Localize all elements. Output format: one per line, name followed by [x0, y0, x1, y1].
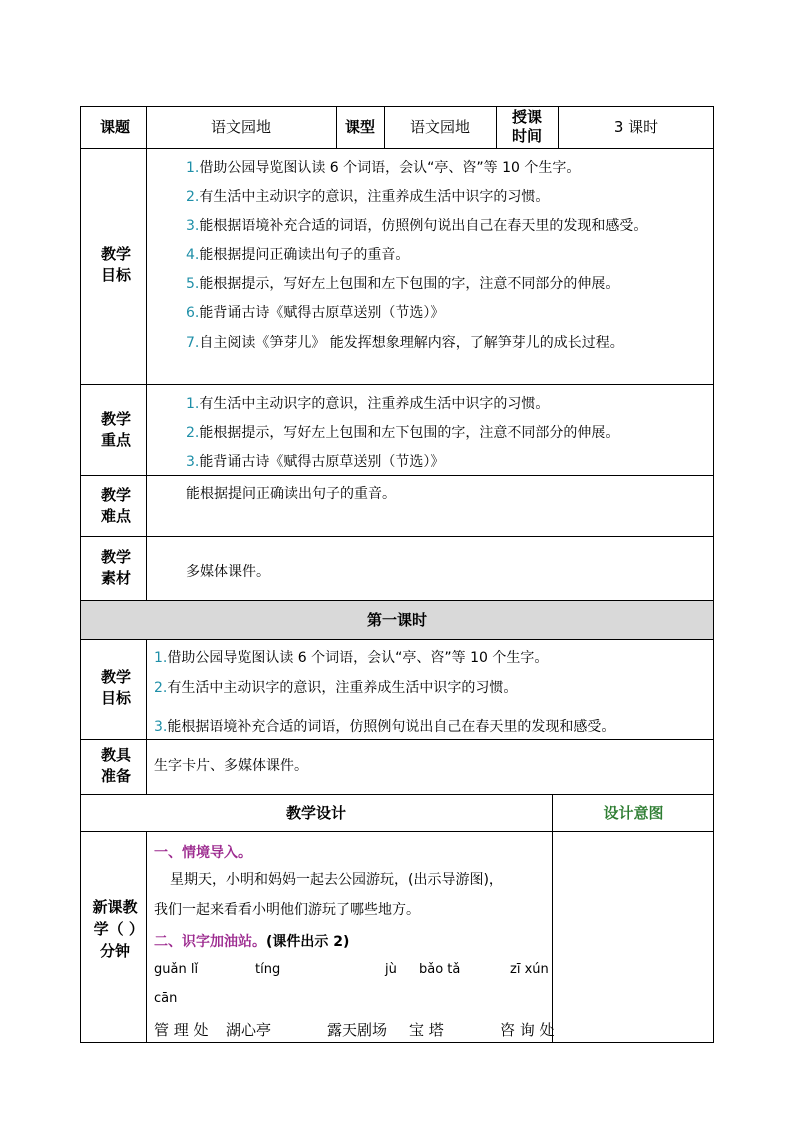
- pinyin-baota: bǎo tǎ: [419, 962, 461, 977]
- materials-label: 教学素材: [100, 548, 131, 587]
- key-point-item: 2.能根据提示，写好左上包围和左下包围的字，注意不同部分的伸展。: [186, 425, 620, 441]
- key-points-label: 教学重点: [100, 410, 131, 449]
- difficulty-label: 教学难点: [100, 486, 131, 525]
- first-lesson-goal: 2.有生活中主动识字的意识，注重养成生活中识字的习惯。: [154, 680, 518, 696]
- row-divider: [80, 739, 714, 740]
- row-divider: [80, 475, 714, 476]
- goal-item: 7.自主阅读《笋芽儿》 能发挥想象理解内容，了解笋芽儿的成长过程。: [186, 335, 624, 351]
- goal-item: 2.有生活中主动识字的意识，注重养成生活中识字的习惯。: [186, 189, 550, 205]
- word-baota: 宝 塔: [409, 1021, 444, 1039]
- prep-text: 生字卡片、多媒体课件。: [154, 758, 308, 774]
- row-divider: [80, 794, 714, 795]
- section2-heading: [154, 933, 349, 951]
- word-huxinting: 湖心亭: [226, 1021, 272, 1039]
- course-label: 课题: [99, 118, 130, 136]
- section2-note: (课件出示 2): [266, 934, 350, 950]
- section1-paragraph: 星期天，小明和妈妈一起去公园游玩，(出示导游图)，: [170, 872, 503, 888]
- pinyin-ju: jù: [385, 962, 397, 977]
- type-value: 语文园地: [409, 118, 470, 136]
- row-divider: [80, 148, 714, 149]
- section1-paragraph: 我们一起来看看小明他们游玩了哪些地方。: [154, 902, 420, 918]
- section1-title: 一、情境导入。: [154, 845, 252, 861]
- goal-item: 1.借助公园导览图认读 6 个词语，会认“亭、咨”等 10 个生字。: [186, 160, 581, 176]
- time-label: 授课时间: [512, 108, 543, 145]
- first-lesson-goal: 1.借助公园导览图认读 6 个词语，会认“亭、咨”等 10 个生字。: [154, 650, 549, 666]
- goal-item: 6.能背诵古诗《赋得古原草送别（节选）》: [186, 305, 445, 321]
- goal-item: 3.能根据语境补充合适的词语，仿照例句说出自己在春天里的发现和感受。: [186, 218, 648, 234]
- goal-item: 4.能根据提问正确读出句子的重音。: [186, 247, 410, 263]
- column-divider: [146, 639, 147, 794]
- row-divider: [80, 600, 714, 601]
- pinyin-can: cān: [154, 991, 178, 1006]
- time-value: 3 课时: [613, 118, 659, 136]
- row-divider: [80, 536, 714, 537]
- column-divider: [552, 794, 553, 1043]
- key-point-item: 3.能背诵古诗《赋得古原草送别（节选）》: [186, 454, 445, 470]
- column-divider: [146, 831, 147, 1043]
- column-divider: [496, 106, 497, 148]
- pinyin-guanli: guǎn lǐ: [154, 962, 199, 977]
- course-value: 语文园地: [210, 118, 271, 136]
- difficulty-text: 能根据提问正确读出句子的重音。: [186, 486, 396, 502]
- first-lesson-title: 第一课时: [366, 611, 427, 629]
- new-lesson-label: 新课教学（ ）分钟: [92, 898, 138, 960]
- word-guanlichu: 管 理 处: [154, 1021, 209, 1039]
- col-design-header: 教学设计: [285, 804, 346, 822]
- first-lesson-goals-label: 教学目标: [100, 668, 131, 707]
- prep-label: 教具准备: [100, 746, 131, 785]
- col-intent-header: 设计意图: [603, 804, 664, 822]
- goal-item: 5.能根据提示，写好左上包围和左下包围的字，注意不同部分的伸展。: [186, 276, 620, 292]
- pinyin-zixun: zī xún: [510, 962, 549, 977]
- section2-title: 二、识字加油站。: [154, 934, 266, 950]
- word-zixunchu: 咨 询 处: [500, 1021, 555, 1039]
- row-divider: [80, 831, 714, 832]
- first-lesson-goal: 3.能根据语境补充合适的词语，仿照例句说出自己在春天里的发现和感受。: [154, 719, 616, 735]
- pinyin-ting: tíng: [255, 962, 281, 977]
- row-divider: [80, 384, 714, 385]
- goals-label: 教学目标: [100, 245, 131, 284]
- row-divider: [80, 639, 714, 640]
- key-point-item: 1.有生活中主动识字的意识，注重养成生活中识字的习惯。: [186, 396, 550, 412]
- materials-text: 多媒体课件。: [186, 564, 270, 580]
- column-divider: [146, 106, 147, 600]
- type-label: 课型: [344, 118, 375, 136]
- word-lutianjuchang: 露天剧场: [327, 1021, 388, 1039]
